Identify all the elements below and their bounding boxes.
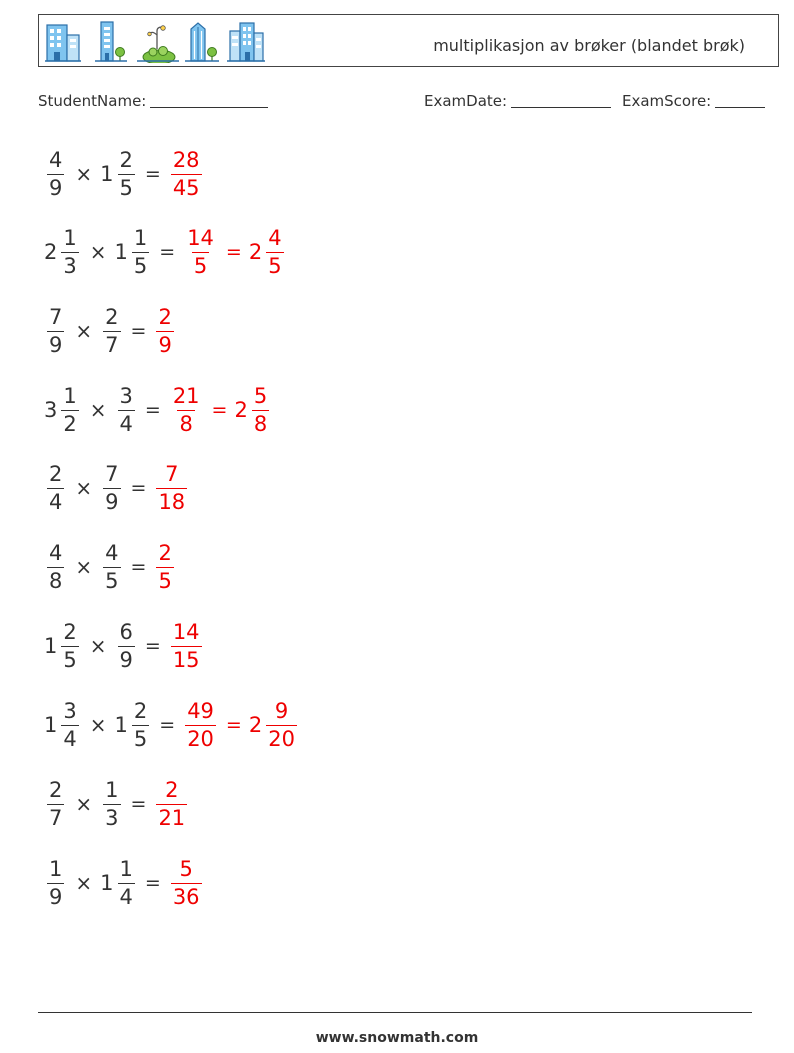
times-sign: × [75,792,93,816]
answer-numerator: 2 [158,540,172,565]
equals-sign: = [144,872,161,894]
answer-mixed-number [248,698,300,751]
operand-b-denominator: 5 [133,726,148,751]
answer-mixed-denominator: 5 [268,253,282,278]
operand-b-numerator: 2 [105,304,119,329]
operand-b-numerator: 1 [119,856,133,881]
operand-b-number [114,225,153,278]
operand-a-denominator: 8 [49,568,63,593]
answer-numerator: 14 [172,619,200,644]
operand-b-number [115,383,138,436]
operand-a-number [44,619,82,672]
equals-sign: = [144,635,161,657]
equals-sign: = [130,320,147,342]
answer-numerator: 21 [172,383,200,408]
operand-a-number [44,698,82,751]
operand-a-numerator: 3 [63,698,77,723]
operand-b-fraction [103,777,120,830]
operand-b-denominator: 4 [119,411,133,436]
exam-date-label: ExamDate: [424,92,508,110]
operand-a-fraction [47,540,64,593]
footer-divider [38,1012,752,1013]
operand-b-fraction [103,304,120,357]
answer-mixed-numerator: 4 [268,225,282,250]
student-name-field [38,92,268,110]
operand-b-numerator: 3 [119,383,133,408]
operand-b-numerator: 1 [133,225,148,250]
answer-fraction [156,777,187,830]
answer-mixed-fraction [266,698,297,751]
times-sign: × [89,240,107,264]
answer-number [168,147,205,200]
operand-b-denominator: 5 [133,253,148,278]
answer-numerator: 2 [158,304,172,329]
equals-sign: = [130,477,147,499]
operand-b-whole: 1 [114,240,128,264]
operand-a-numerator: 2 [49,777,63,802]
operand-a-denominator: 9 [49,884,63,909]
operand-a-denominator: 2 [63,411,77,436]
skyscraper-tree-icon [95,19,127,63]
operand-b-number [100,304,123,357]
answer-mixed-fraction [266,225,283,278]
problem-row [44,614,205,678]
operand-a-whole: 1 [44,713,58,737]
operand-a-denominator: 9 [49,175,63,200]
answer-number [153,777,190,830]
operand-b-denominator: 5 [119,175,133,200]
exam-score-field [622,92,765,110]
operand-b-fraction [132,225,149,278]
answer-denominator: 21 [158,805,186,830]
answer-numerator: 28 [172,147,200,172]
operand-b-number [115,619,138,672]
problem-row [44,142,205,206]
operand-a-fraction [47,856,64,909]
answer-denominator: 9 [158,332,172,357]
operand-b-numerator: 4 [105,540,119,565]
operand-b-number [114,698,153,751]
exam-date-field [424,92,611,110]
operand-b-fraction [118,856,135,909]
footer-url: www.snowmath.com [315,1030,479,1046]
problem-row [44,378,272,442]
operand-a-numerator: 2 [63,619,77,644]
equals-sign: = [144,399,161,421]
operand-b-denominator: 5 [105,568,119,593]
answer-number [182,698,219,751]
answer-mixed-numerator: 9 [274,698,289,723]
answer-numerator: 49 [187,698,214,723]
operand-b-whole: 1 [100,162,114,186]
operand-a-number [44,856,67,909]
operand-a-denominator: 4 [63,726,77,751]
answer-number [153,304,176,357]
operand-a-number [44,540,67,593]
times-sign: × [75,476,93,500]
answer-fraction [171,383,202,436]
answer-fraction [185,225,216,278]
apartment-building-icon [227,19,265,63]
operand-b-denominator: 4 [119,884,133,909]
answer-fraction [171,147,202,200]
student-name-blank[interactable] [150,93,268,108]
answer-number [168,383,205,436]
operand-a-whole: 1 [44,634,58,658]
times-sign: × [89,713,107,737]
problem-row [44,851,205,915]
operand-a-denominator: 3 [63,253,77,278]
answer-mixed-number [248,225,287,278]
answer-mixed-whole: 2 [248,713,263,737]
answer-denominator: 8 [179,411,193,436]
times-sign: × [89,634,107,658]
equals-sign: = [130,793,147,815]
operand-a-fraction [47,777,64,830]
answer-number [153,540,176,593]
operand-a-numerator: 1 [49,856,63,881]
operand-b-number [100,461,123,514]
answer-numerator: 7 [165,461,179,486]
answer-fraction [185,698,216,751]
exam-score-blank[interactable] [715,93,765,108]
operand-a-numerator: 1 [63,225,77,250]
operand-a-fraction [61,619,78,672]
answer-fraction [156,304,173,357]
equals-sign: = [144,163,161,185]
operand-a-number [44,225,82,278]
operand-a-denominator: 4 [49,489,63,514]
operand-b-numerator: 2 [133,698,148,723]
exam-score-label: ExamScore: [622,92,712,110]
operand-b-fraction [118,619,135,672]
operand-b-numerator: 7 [105,461,119,486]
answer-fraction [156,540,173,593]
glass-tower-icon [185,19,219,63]
operand-a-numerator: 1 [63,383,77,408]
answer-fraction [171,619,202,672]
answer-equals-sign: = [225,241,242,263]
answer-denominator: 5 [158,568,172,593]
equals-sign: = [130,556,147,578]
answer-number [168,619,205,672]
answer-mixed-whole: 2 [234,398,248,422]
header-box [38,14,779,67]
operand-a-numerator: 7 [49,304,63,329]
operand-b-denominator: 7 [105,332,119,357]
operand-a-number [44,383,82,436]
answer-number [168,856,205,909]
operand-b-fraction [103,540,120,593]
answer-fraction [156,461,187,514]
answer-denominator: 45 [172,175,200,200]
operand-a-denominator: 7 [49,805,63,830]
student-name-label: StudentName: [38,92,147,110]
operand-a-number [44,147,67,200]
answer-equals-sign: = [225,714,242,736]
operand-b-numerator: 6 [119,619,133,644]
problem-row [44,772,190,836]
exam-date-blank[interactable] [511,93,611,108]
operand-b-number [100,777,123,830]
times-sign: × [75,162,93,186]
answer-numerator: 14 [187,225,214,250]
operand-a-numerator: 4 [49,540,63,565]
operand-b-denominator: 9 [119,647,133,672]
operand-a-denominator: 5 [63,647,77,672]
problem-row [44,299,177,363]
answer-number [182,225,219,278]
operand-a-denominator: 9 [49,332,63,357]
answer-fraction [171,856,202,909]
operand-a-fraction [61,698,78,751]
answer-denominator: 20 [187,726,214,751]
operand-a-number [44,304,67,357]
answer-mixed-number [234,383,272,436]
operand-a-numerator: 2 [49,461,63,486]
operand-b-number [100,856,138,909]
answer-mixed-denominator: 8 [253,411,268,436]
operand-b-numerator: 2 [119,147,133,172]
problem-row [44,220,287,284]
park-streetlight-icon [137,19,179,63]
worksheet-title: multiplikasjon av brøker (blandet brøk) [433,36,745,55]
operand-a-number [44,777,67,830]
times-sign: × [89,398,107,422]
operand-b-denominator: 3 [105,805,119,830]
operand-b-fraction [118,147,135,200]
operand-b-fraction [132,698,149,751]
answer-denominator: 15 [172,647,200,672]
operand-b-denominator: 9 [105,489,119,514]
operand-a-fraction [61,225,78,278]
operand-a-number [44,461,67,514]
operand-b-whole: 1 [114,713,128,737]
operand-b-number [100,147,138,200]
answer-number [153,461,190,514]
equals-sign: = [159,714,176,736]
answer-numerator: 5 [179,856,193,881]
operand-b-fraction [118,383,135,436]
office-building-icon [45,19,81,63]
answer-numerator: 2 [165,777,179,802]
answer-denominator: 5 [193,253,208,278]
answer-denominator: 18 [158,489,186,514]
answer-denominator: 36 [172,884,200,909]
problem-row [44,456,190,520]
times-sign: × [75,319,93,343]
operand-a-fraction [47,304,64,357]
answer-mixed-fraction [252,383,269,436]
times-sign: × [75,871,93,895]
operand-b-fraction [103,461,120,514]
answer-equals-sign: = [211,399,228,421]
operand-a-fraction [47,147,64,200]
operand-b-whole: 1 [100,871,114,895]
answer-mixed-whole: 2 [248,240,263,264]
problem-row [44,693,300,757]
equals-sign: = [159,241,176,263]
operand-a-numerator: 4 [49,147,63,172]
operand-a-whole: 2 [44,240,58,264]
operand-a-fraction [47,461,64,514]
answer-mixed-denominator: 20 [268,726,295,751]
problem-row [44,535,177,599]
answer-mixed-numerator: 5 [253,383,268,408]
times-sign: × [75,555,93,579]
operand-a-fraction [61,383,78,436]
operand-a-whole: 3 [44,398,58,422]
operand-b-numerator: 1 [105,777,119,802]
operand-b-number [100,540,123,593]
